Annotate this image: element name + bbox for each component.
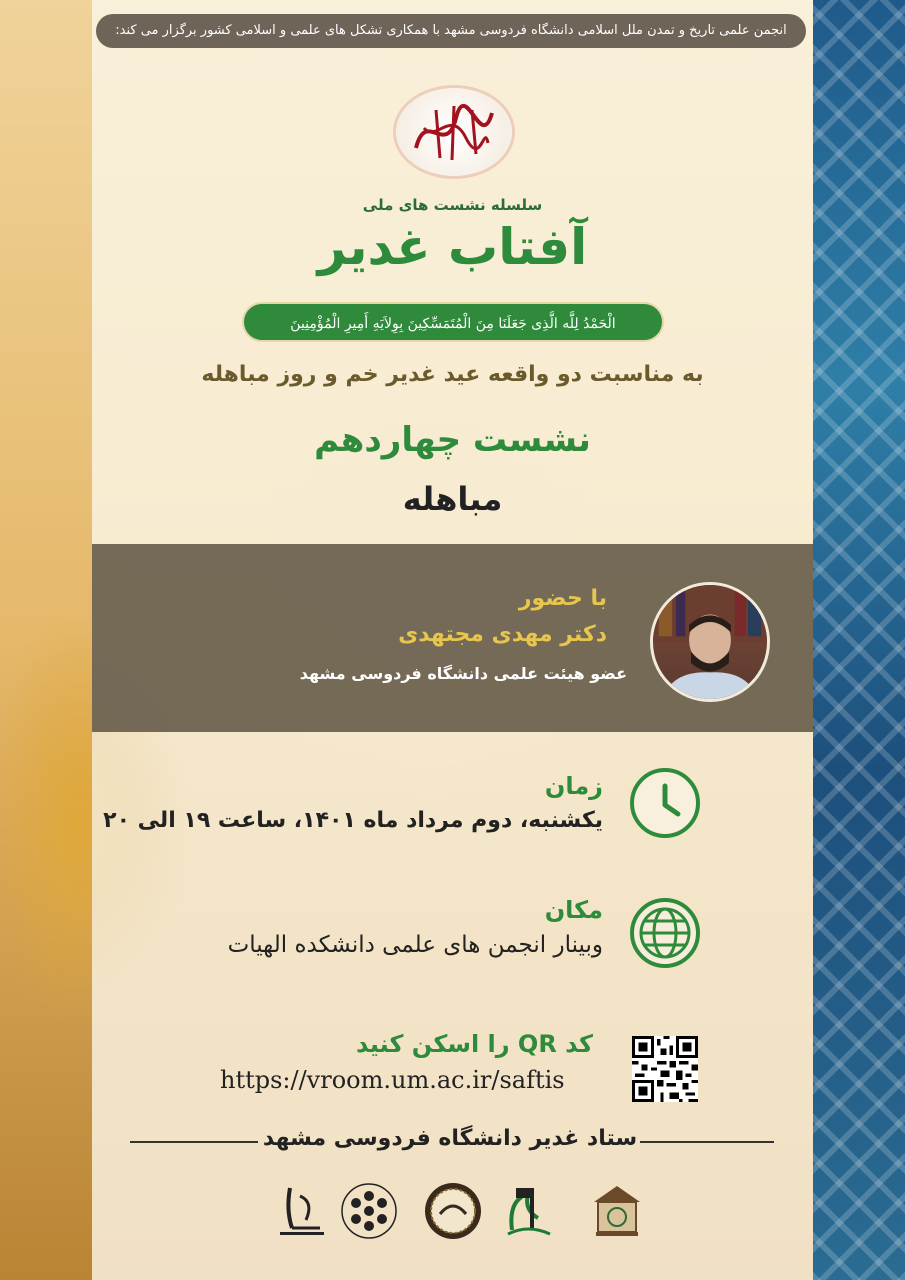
divider-left bbox=[130, 1141, 258, 1143]
calligraphy-logo bbox=[396, 88, 512, 176]
webinar-url[interactable]: https://vroom.um.ac.ir/saftis bbox=[220, 1066, 565, 1094]
institution-logo-5-icon bbox=[270, 1180, 332, 1242]
speaker-avatar bbox=[650, 582, 770, 702]
verse-banner bbox=[242, 302, 664, 342]
session-number: نشست چهاردهم bbox=[314, 420, 591, 460]
clock-icon bbox=[630, 768, 700, 838]
qr-code[interactable] bbox=[632, 1036, 698, 1102]
logo-5 bbox=[270, 1180, 332, 1242]
logo-1 bbox=[586, 1180, 648, 1242]
institution-logo-2-icon bbox=[498, 1180, 560, 1242]
background-shrine-left bbox=[0, 0, 92, 1280]
logo-2 bbox=[498, 1180, 560, 1242]
occasion-text: به مناسبت دو واقعه عید غدیر خم و روز مباهله bbox=[201, 362, 704, 387]
organizer-banner bbox=[96, 14, 806, 48]
background-tiles-right bbox=[813, 0, 905, 1280]
presence-label: با حضور bbox=[518, 586, 607, 611]
qr-code-icon bbox=[632, 1036, 698, 1102]
series-subtitle: سلسله نشست های ملی bbox=[362, 196, 543, 214]
calligraphy-logo-icon bbox=[396, 88, 512, 176]
place-value: وبینار انجمن های علمی دانشکده الهیات bbox=[227, 932, 603, 958]
logo-4 bbox=[338, 1180, 400, 1242]
speaker-role: عضو هیئت علمی دانشگاه فردوسی مشهد bbox=[299, 664, 627, 683]
time-value: یکشنبه، دوم مرداد ماه ۱۴۰۱، ساعت ۱۹ الی ۲۰ bbox=[103, 808, 603, 833]
logo-3 bbox=[422, 1180, 484, 1242]
session-topic: مباهله bbox=[402, 480, 503, 518]
verse-text: الْحَمْدُ لِلَّه الَّذِی جَعَلَنَا مِنَ الْمُتَمَسِّکِینَ بِوِلاَیَهِ أَمِیرِ الْمُؤْمِنِینَ bbox=[290, 316, 616, 332]
headquarters-text: ستاد غدیر دانشگاه فردوسی مشهد bbox=[262, 1126, 638, 1151]
divider-right bbox=[640, 1141, 774, 1143]
institution-logo-4-icon bbox=[338, 1180, 400, 1242]
globe-icon bbox=[630, 898, 700, 968]
organizer-text: انجمن علمی تاریخ و تمدن ملل اسلامی دانشگاه فردوسی مشهد با همکاری تشکل های علمی و اسلامی کشور برگزار می کند: bbox=[115, 23, 787, 38]
qr-label: کد QR را اسکن کنید bbox=[356, 1030, 593, 1058]
institution-logo-3-icon bbox=[422, 1180, 484, 1242]
institution-logo-1-icon bbox=[586, 1180, 648, 1242]
place-label: مکان bbox=[544, 896, 603, 924]
speaker-name: دکتر مهدی مجتهدی bbox=[398, 622, 607, 647]
speaker-photo-icon bbox=[653, 585, 767, 699]
event-title: آفتاب غدیر bbox=[317, 218, 588, 276]
time-label: زمان bbox=[544, 772, 603, 800]
